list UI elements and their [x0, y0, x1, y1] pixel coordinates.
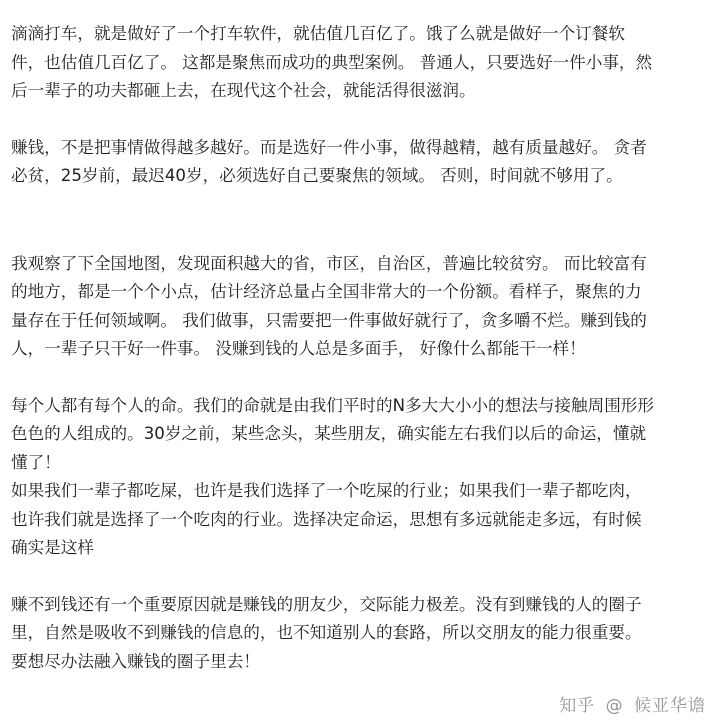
text-line: 件，也估值几百亿了。 这都是聚焦而成功的典型案例。 普通人，只要选好一件小事，然 — [11, 52, 653, 72]
zhihu-watermark — [559, 691, 706, 716]
watermark-site: 知乎 — [559, 696, 596, 716]
paragraph-spacer — [11, 563, 711, 591]
text-line: 人，一辈子只干好一件事。 没赚到钱的人总是多面手， 好像什么都能干一样！ — [11, 339, 586, 358]
text-line: 的地方，都是一个个小点，估计经济总量占全国非常大的一个份额。看样子，聚焦的力 — [11, 282, 642, 301]
watermark-separator: @ — [605, 696, 624, 716]
text-line: 确实是这样 — [11, 538, 94, 557]
text-line: 赚钱，不是把事情做得越多越好。而是选好一件小事，做得越精，越有质量越好。 贪者 — [11, 137, 647, 157]
text-line: 滴滴打车，就是做好了一个打车软件，就估值几百亿了。饿了么就是做好一个订餐软 — [11, 24, 625, 43]
paragraph-5 — [11, 591, 711, 677]
text-line: 色色的人组成的。30岁之前，某些念头，某些朋友，确实能左右我们以后的命运，懂就 — [11, 424, 647, 443]
text-line: 必贫，25岁前，最迟40岁，必须选好自己要聚焦的领域。 否则，时间就不够用了。 — [11, 166, 623, 185]
paragraph-2 — [11, 134, 711, 191]
article-body — [11, 20, 711, 676]
text-line: 也许我们就是选择了一个吃肉的行业。选择决定命运，思想有多远就能走多远，有时候 — [11, 509, 642, 529]
paragraph-1 — [11, 20, 711, 106]
paragraph-4 — [11, 392, 711, 563]
text-line: 每个人都有每个人的命。我们的命就是由我们平时的N多大大小小的想法与接触周围形形 — [11, 395, 654, 415]
text-line: 后一辈子的功夫都砸上去，在现代这个社会，就能活得很滋润。 — [11, 81, 476, 100]
paragraph-3 — [11, 250, 711, 364]
paragraph-spacer — [11, 191, 711, 250]
text-line: 懂了！ — [11, 452, 61, 472]
paragraph-spacer — [11, 364, 711, 392]
text-line: 量存在于任何领域啊。 我们做事，只需要把一件事做好就行了，贪多嚼不烂。赚到钱的 — [11, 310, 647, 330]
paragraph-spacer — [11, 106, 711, 134]
watermark-author: 候亚华谵 — [634, 696, 706, 716]
text-line: 赚不到钱还有一个重要原因就是赚钱的朋友少，交际能力极差。没有到赚钱的人的圈子 — [11, 594, 642, 614]
text-line: 里，自然是吸收不到赚钱的信息的，也不知道别人的套路，所以交朋友的能力很重要。 — [11, 623, 642, 642]
text-line: 如果我们一辈子都吃屎，也许是我们选择了一个吃屎的行业；如果我们一辈子都吃肉， — [11, 481, 642, 500]
text-line: 要想尽办法融入赚钱的圈子里去！ — [11, 651, 260, 671]
text-line: 我观察了下全国地图，发现面积越大的省，市区，自治区，普遍比较贫穷。 而比较富有 — [11, 253, 647, 273]
